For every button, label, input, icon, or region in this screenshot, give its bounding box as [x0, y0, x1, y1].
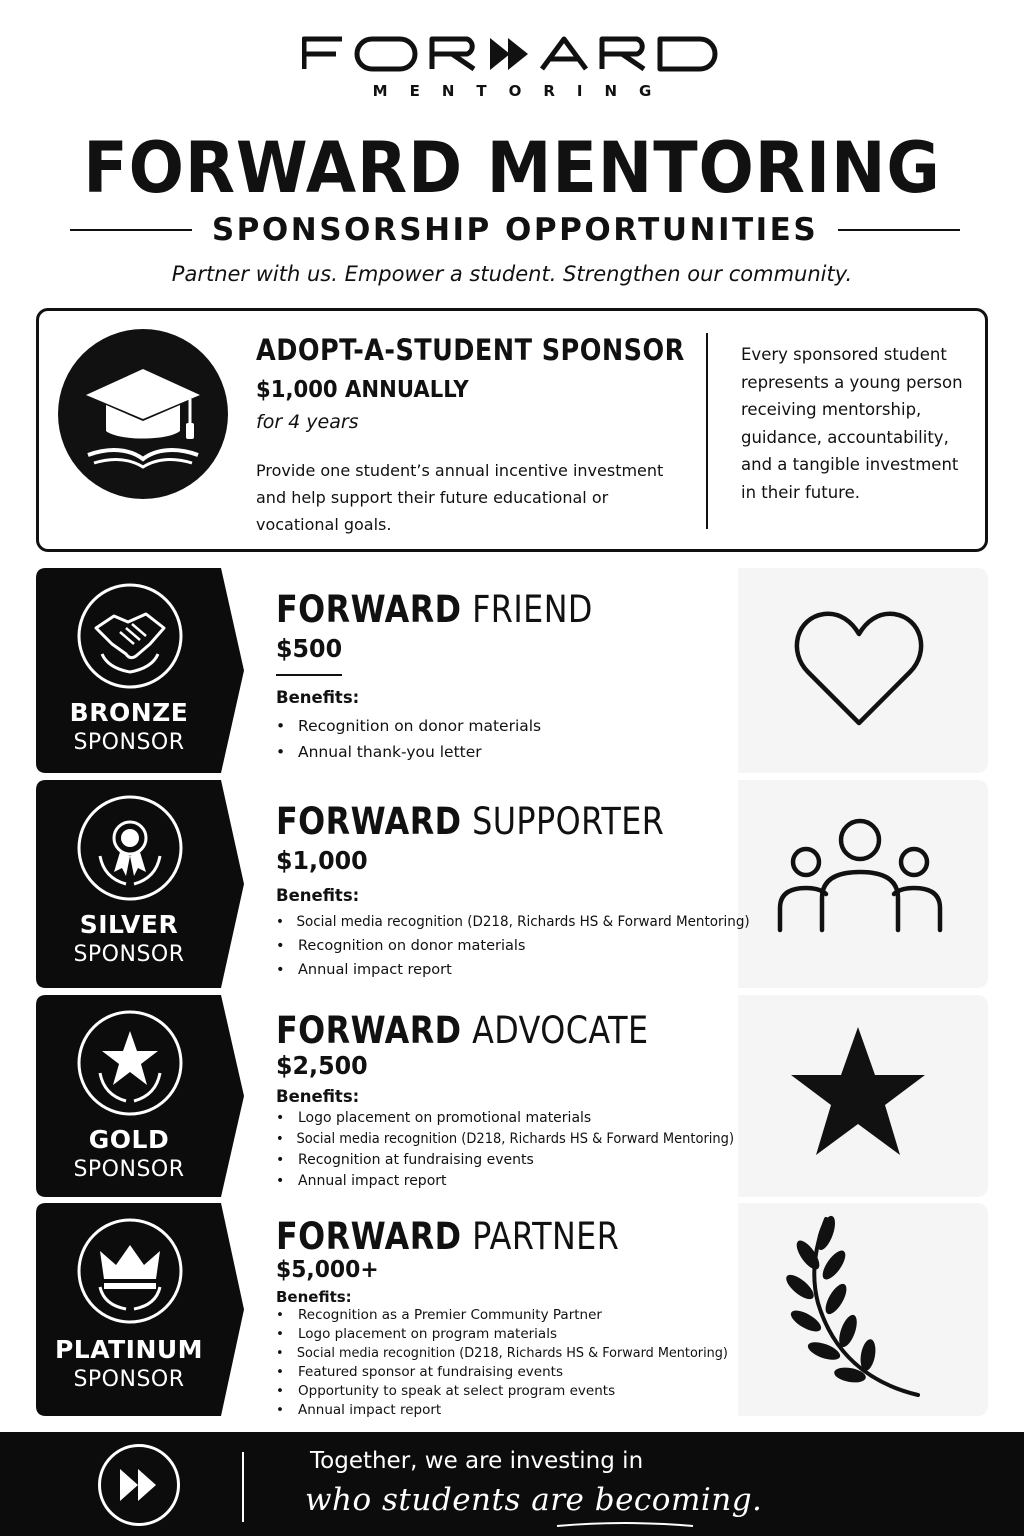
tier-name-bold: FORWARD: [276, 1009, 462, 1052]
subtitle-rule-left: [70, 229, 192, 231]
tier-name-bold: FORWARD: [276, 800, 462, 843]
tier-benefits-label: Benefits:: [276, 688, 360, 707]
logo-wordmark-graphic: [302, 36, 722, 72]
tier-name-rest: PARTNER: [472, 1215, 620, 1258]
footer-line1: Together, we are investing in: [310, 1448, 644, 1474]
tier-price: $2,500: [276, 1051, 368, 1080]
benefit-item: • Featured sponsor at fundraising events: [276, 1363, 752, 1382]
benefit-item: • Annual thank-you letter: [276, 739, 541, 765]
star-icon: [76, 1009, 184, 1117]
fast-forward-icon: [490, 38, 528, 70]
crown-icon: [76, 1217, 184, 1325]
tier-sponsor-label: SPONSOR: [73, 1367, 185, 1392]
benefit-item: • Recognition on donor materials: [276, 934, 785, 958]
tier-name-bold: FORWARD: [276, 1215, 462, 1258]
benefit-item: • Opportunity to speak at select program events: [276, 1382, 752, 1401]
graduation-cap-icon: [58, 329, 228, 499]
people-group-icon: [738, 780, 988, 988]
tier-benefits-list: [276, 910, 785, 982]
subtitle-row: [70, 210, 960, 250]
tier-silver: [36, 780, 988, 988]
tier-name-rest: FRIEND: [472, 588, 593, 631]
footer-divider: [242, 1452, 244, 1522]
benefit-item: • Annual impact report: [276, 958, 785, 982]
tier-price-underline: [276, 674, 342, 676]
tier-name-rest: ADVOCATE: [472, 1009, 649, 1052]
benefit-item: • Logo placement on promotional materials: [276, 1108, 769, 1129]
adopt-a-student-card: [36, 308, 988, 552]
star-icon: [738, 995, 988, 1197]
handshake-icon: [76, 582, 184, 690]
benefit-item: • Social media recognition (D218, Richards HS & Forward Mentoring): [276, 1344, 728, 1363]
benefit-item: • Recognition on donor materials: [276, 713, 541, 739]
footer-line2: who students are becoming.: [305, 1482, 763, 1518]
logo-wordmark: [0, 34, 1024, 74]
adopt-divider: [706, 333, 708, 529]
tier-benefits-list: [276, 713, 541, 765]
tagline: Partner with us. Empower a student. Strengthen our community.: [171, 262, 853, 286]
footer-swoosh: [555, 1520, 695, 1530]
tier-benefits-list: [276, 1306, 752, 1420]
tier-name-bold: FORWARD: [276, 588, 462, 631]
heart-icon: [738, 568, 988, 773]
tier-price: $1,000: [276, 846, 368, 875]
tier-level: GOLD: [88, 1125, 170, 1154]
adopt-description: Provide one student’s annual incentive investment and help support their future educational or vocational goals.: [256, 461, 664, 534]
benefit-item: • Recognition at fundraising events: [276, 1150, 769, 1171]
footer: [0, 1432, 1024, 1536]
benefit-item: • Annual impact report: [276, 1401, 752, 1420]
tier-price: $500: [276, 634, 343, 663]
award-ribbon-icon: [76, 794, 184, 902]
benefit-item: • Social media recognition (D218, Richards HS & Forward Mentoring): [276, 910, 750, 934]
benefit-item: • Annual impact report: [276, 1171, 769, 1192]
benefit-item: • Recognition as a Premier Community Partner: [276, 1306, 752, 1325]
subtitle-rule-right: [838, 229, 960, 231]
benefit-item: • Logo placement on program materials: [276, 1325, 752, 1344]
tier-name: [276, 1215, 619, 1258]
tier-name: [276, 800, 664, 843]
tier-bronze: [36, 568, 988, 773]
benefit-item: • Social media recognition (D218, Richards HS & Forward Mentoring): [276, 1129, 734, 1150]
adopt-title: ADOPT-A-STUDENT SPONSOR: [256, 333, 685, 367]
tier-platinum: [36, 1203, 988, 1416]
logo: [0, 34, 1024, 100]
logo-subtext: MENTORING: [372, 82, 674, 100]
adopt-term: for 4 years: [256, 411, 359, 433]
fast-forward-icon: [98, 1444, 180, 1526]
laurel-branch-icon: [738, 1203, 988, 1416]
adopt-price: $1,000 ANNUALLY: [256, 377, 469, 403]
tier-level: SILVER: [79, 910, 179, 939]
tier-name-rest: SUPPORTER: [472, 800, 665, 843]
adopt-note: Every sponsored student represents a young person receiving mentorship, guidance, accountability, and a tangible investment in their future.: [741, 345, 963, 502]
tier-gold: [36, 995, 988, 1197]
tier-sponsor-label: SPONSOR: [73, 730, 185, 755]
tier-level: BRONZE: [69, 698, 189, 727]
page-subtitle: SPONSORSHIP OPPORTUNITIES: [211, 212, 819, 248]
tier-sponsor-label: SPONSOR: [73, 1157, 185, 1182]
tier-benefits-label: Benefits:: [276, 1288, 352, 1306]
tier-level: PLATINUM: [54, 1335, 204, 1364]
tier-benefits-list: [276, 1108, 769, 1192]
tier-sponsor-label: SPONSOR: [73, 942, 185, 967]
tier-benefits-label: Benefits:: [276, 1087, 360, 1106]
tier-name: [276, 1009, 649, 1052]
tier-benefits-label: Benefits:: [276, 886, 360, 905]
tier-name: [276, 588, 593, 631]
tier-price: $5,000+: [276, 1257, 379, 1283]
page-title: FORWARD MENTORING: [83, 127, 941, 209]
